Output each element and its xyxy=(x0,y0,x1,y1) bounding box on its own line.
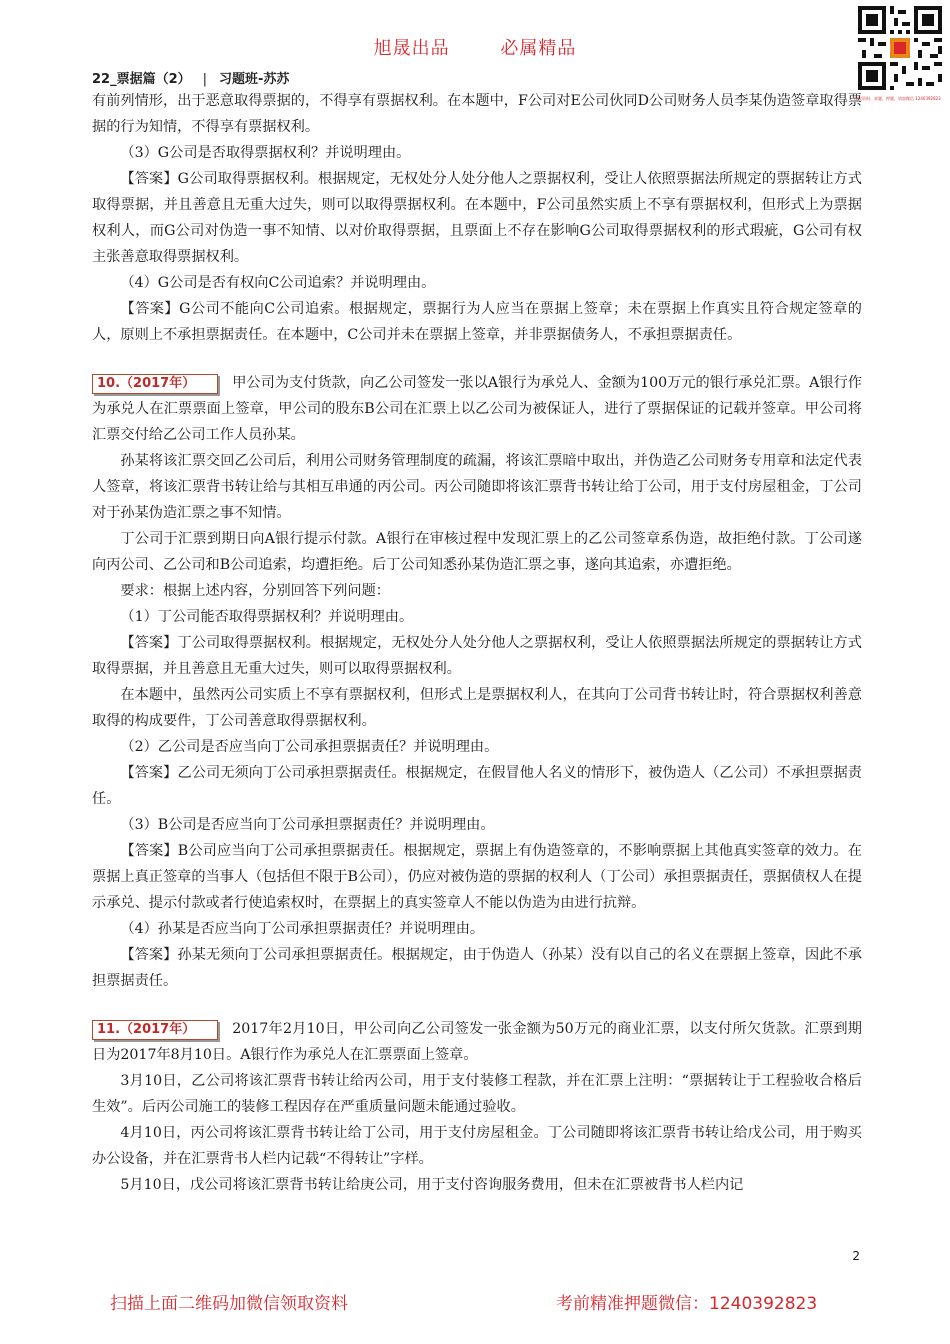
question-paragraph xyxy=(92,370,862,448)
body-paragraph xyxy=(92,1120,862,1172)
paragraph-text: 有前列情形，出于恶意取得票据的，不得享有票据权利。在本题中，F公司对E公司伙同D公司财务人员李某伪造签章取得票据的行为知情，不得享有票据权利。 xyxy=(92,93,862,135)
paragraph-text: 孙某将该汇票交回乙公司后，利用公司财务管理制度的疏漏，将该汇票暗中取出，并伪造乙公司财务专用章和法定代表人签章，将该汇票背书转让给与其相互串通的丙公司。丙公司随即将该汇票背书转让给丁公司，用于支付房屋租金，丁公司对于孙某伪造汇票之事不知情。 xyxy=(92,453,862,521)
document-body xyxy=(92,88,862,1198)
brand-right: 必属精品 xyxy=(500,38,577,59)
body-paragraph xyxy=(92,140,862,166)
paragraph-text: 要求：根据上述内容，分别回答下列问题： xyxy=(120,583,390,599)
paragraph-text: 甲公司为支付货款，向乙公司签发一张以A银行为承兑人、金额为100万元的银行承兑汇票。A银行作为承兑人在汇票票面上签章，甲公司的股东B公司在汇票上以乙公司为被保证人，进行了票据保证的记载并签章。甲公司将汇票交付给乙公司工作人员孙某。 xyxy=(92,375,862,443)
paragraph-text: 【答案】B公司应当向丁公司承担票据责任。根据规定，票据上有伪造签章的，不影响票据上其他真实签章的效力。在票据上真正签章的当事人（包括但不限于B公司），仍应对被伪造的票据的权利人（丁公司）承担票据责任，票据债权人在提示承兑、提示付款或者行使追索权时，在票据上的真实签章人不能以伪造为由进行抗辩。 xyxy=(92,843,862,911)
paragraph-text: （3）B公司是否应当向丁公司承担票据责任？并说明理由。 xyxy=(120,817,495,833)
page-number: 2 xyxy=(852,1249,860,1263)
body-paragraph xyxy=(92,1172,862,1198)
body-paragraph xyxy=(92,760,862,812)
body-paragraph xyxy=(92,88,862,140)
body-paragraph xyxy=(92,270,862,296)
body-paragraph xyxy=(92,604,862,630)
body-paragraph xyxy=(92,578,862,604)
footer-right-note: 考前精准押题微信：1240392823 xyxy=(556,1294,818,1314)
question-number-tag: 10.（2017年） xyxy=(92,374,218,394)
qr-code-icon[interactable] xyxy=(858,6,942,90)
body-paragraph xyxy=(92,166,862,270)
body-paragraph xyxy=(92,838,862,916)
paragraph-text: （3）G公司是否取得票据权利？并说明理由。 xyxy=(120,145,411,161)
body-paragraph xyxy=(92,682,862,734)
body-paragraph xyxy=(92,448,862,526)
body-paragraph xyxy=(92,942,862,994)
paragraph-text: 4月10日，丙公司将该汇票背书转让给丁公司，用于支付房屋租金。丁公司随即将该汇票背书转让给戊公司，用于购买办公设备，并在汇票背书人栏内记载“不得转让”字样。 xyxy=(92,1125,862,1167)
breadcrumb xyxy=(92,68,289,87)
paragraph-text: 【答案】G公司不能向C公司追索。根据规定，票据行为人应当在票据上签章；未在票据上作真实且符合规定签章的人，原则上不承担票据责任。在本题中，C公司并未在票据上签章，并非票据债务人，不承担票据责任。 xyxy=(92,301,862,343)
paragraph-text: 【答案】乙公司无须向丁公司承担票据责任。根据规定，在假冒他人名义的情形下，被伪造人（乙公司）不承担票据责任。 xyxy=(92,765,862,807)
paragraph-text: 【答案】G公司取得票据权利。根据规定，无权处分人处分他人之票据权利，受让人依照票据法所规定的票据转让方式取得票据，并且善意且无重大过失，则可以取得票据权利。在本题中，F公司虽然实质上不享有票据权利，但形式上为票据权利人，而G公司对伪造一事不知情、以对价取得票据，且票面上不存在影响G公司取得票据权利的形式瑕疵，G公司有权主张善意取得票据权利。 xyxy=(92,171,862,265)
body-paragraph xyxy=(92,916,862,942)
paragraph-text: （4）孙某是否应当向丁公司承担票据责任？并说明理由。 xyxy=(120,921,485,937)
paragraph-text: （4）G公司是否有权向C公司追索？并说明理由。 xyxy=(120,275,436,291)
body-paragraph xyxy=(92,630,862,682)
qr-note: 课程资料、真题、押题，请加微信 1240392823 xyxy=(854,96,941,101)
paragraph-text: 【答案】孙某无须向丁公司承担票据责任。根据规定，由于伪造人（孙某）没有以自己的名义在票据上签章，因此不承担票据责任。 xyxy=(92,947,862,989)
paragraph-text: 2017年2月10日，甲公司向乙公司签发一张金额为50万元的商业汇票，以支付所欠货款。汇票到期日为2017年8月10日。A银行作为承兑人在汇票票面上签章。 xyxy=(92,1021,862,1063)
paragraph-text: 在本题中，虽然丙公司实质上不享有票据权利，但形式上是票据权利人，在其向丁公司背书转让时，符合票据权利善意取得的构成要件，丁公司善意取得票据权利。 xyxy=(92,687,862,729)
paragraph-text: 丁公司于汇票到期日向A银行提示付款。A银行在审核过程中发现汇票上的乙公司签章系伪造，故拒绝付款。丁公司遂向丙公司、乙公司和B公司追索，均遭拒绝。后丁公司知悉孙某伪造汇票之事，遂向其追索，亦遭拒绝。 xyxy=(92,531,862,573)
paragraph-text: 3月10日，乙公司将该汇票背书转让给丙公司，用于支付装修工程款，并在汇票上注明：“票据转让于工程验收合格后生效”。后丙公司施工的装修工程因存在严重质量问题未能通过验收。 xyxy=(92,1073,862,1115)
breadcrumb-chapter: 22_票据篇（2） xyxy=(92,72,191,87)
paragraph-text: （1）丁公司能否取得票据权利？并说明理由。 xyxy=(120,609,414,625)
question-paragraph xyxy=(92,1016,862,1068)
paragraph-text: 5月10日，戊公司将该汇票背书转让给庚公司，用于支付咨询服务费用，但未在汇票被背书人栏内记 xyxy=(120,1177,744,1193)
paragraph-text: 【答案】丁公司取得票据权利。根据规定，无权处分人处分他人之票据权利，受让人依照票据法所规定的票据转让方式取得票据，并且善意且无重大过失，则可以取得票据权利。 xyxy=(92,635,862,677)
body-paragraph xyxy=(92,526,862,578)
footer-left-note: 扫描上面二维码加微信领取资料 xyxy=(110,1294,348,1314)
body-paragraph xyxy=(92,734,862,760)
brand-left: 旭晟出品 xyxy=(373,38,450,59)
body-paragraph xyxy=(92,1068,862,1120)
breadcrumb-course: 习题班-苏苏 xyxy=(219,72,290,87)
body-paragraph xyxy=(92,296,862,348)
breadcrumb-separator: | xyxy=(202,72,208,87)
body-paragraph xyxy=(92,812,862,838)
question-number-tag: 11.（2017年） xyxy=(92,1020,218,1040)
paragraph-text: （2）乙公司是否应当向丁公司承担票据责任？并说明理由。 xyxy=(120,739,499,755)
brand-banner xyxy=(0,34,950,60)
